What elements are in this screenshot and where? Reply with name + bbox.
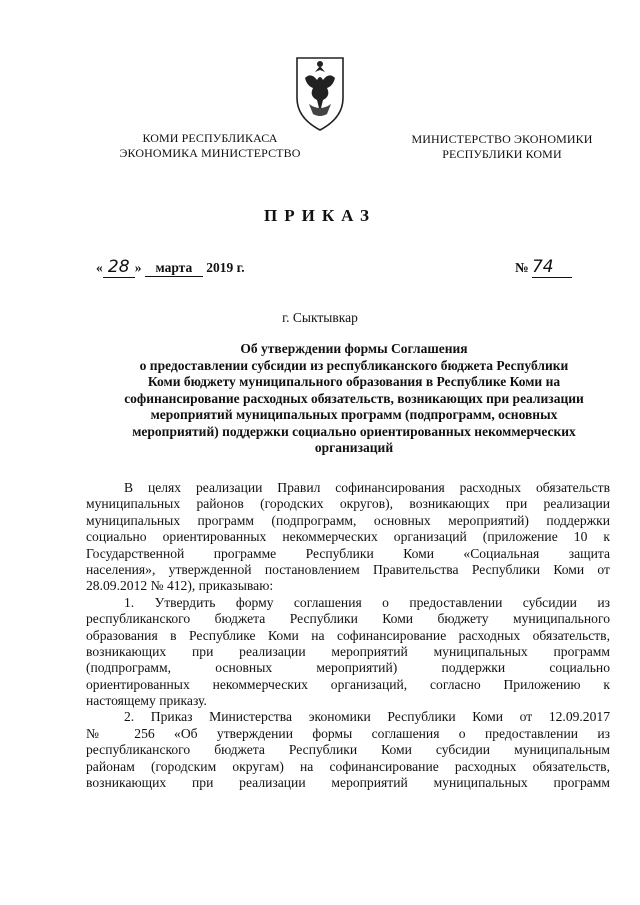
order-number: [515, 257, 572, 278]
body-line: возникающих при реализации мероприятий муниципальных программ: [86, 775, 610, 791]
date-day-handwritten: 28: [107, 257, 130, 277]
city-line: г. Сыктывкар: [282, 310, 358, 325]
header-left-line2: ЭКОНОМИКА МИНИСТЕРСТВО: [119, 146, 301, 160]
body-line: районам (городским округам) на софинансирование расходных обязательств,: [86, 758, 610, 774]
date-month: марта: [145, 260, 203, 277]
body-line: муниципальных районов (городских округов), возникающих при реализации: [86, 496, 610, 512]
document-title: ПРИКАЗ: [264, 206, 376, 225]
number-value-handwritten: 74: [532, 257, 572, 278]
header-right-line1: МИНИСТЕРСТВО ЭКОНОМИКИ: [411, 132, 593, 146]
header-right: [402, 132, 602, 162]
header-left: [100, 131, 320, 161]
subject-line: Коми бюджету муниципального образования в Республике Коми на: [147, 374, 561, 389]
body-line: № 256 «Об утверждении формы соглашения о предоставлении из: [86, 725, 610, 741]
body-line: республиканского бюджета Республики Коми бюджету муниципального: [86, 611, 610, 627]
body-line: муниципальных программ (подпрограмм, основных мероприятий) поддержки: [86, 512, 610, 528]
body-line: возникающих при реализации мероприятий муниципальных программ: [86, 643, 610, 659]
body-line: В целях реализации Правил софинансирования расходных обязательств: [124, 480, 610, 495]
coat-of-arms-emblem: [293, 52, 347, 132]
body-line: населения», утвержденной постановлением Правительства Республики Коми от: [86, 561, 610, 577]
body-line: социально ориентированных некоммерческих организаций (приложение 10 к: [86, 529, 610, 545]
body-line: 1. Утвердить форму соглашения о предоставлении субсидии из: [124, 594, 610, 610]
order-subject: [86, 341, 622, 457]
subject-line: мероприятий муниципальных программ (подпрограмм, основных: [150, 407, 558, 422]
body-line: настоящему приказу.: [86, 693, 207, 709]
body-line: 2. Приказ Министерства экономики Республики Коми от 12.09.2017: [124, 709, 610, 725]
subject-line: Об утверждении формы Соглашения: [240, 341, 468, 356]
subject-line: организаций: [314, 440, 394, 455]
body-line: республиканского бюджета Республики Коми субсидии муниципальным: [86, 742, 610, 758]
date-close-quote: »: [134, 260, 142, 275]
header-left-line1: КОМИ РЕСПУБЛИКАСА: [142, 131, 278, 145]
subject-line: софинансирование расходных обязательств, возникающих при реализации: [124, 390, 584, 406]
date-year: 2019 г.: [206, 260, 245, 275]
body-line: 28.09.2012 № 412), приказываю:: [86, 578, 274, 594]
body-line: Государственной программе Республики Коми «Социальная защита: [86, 545, 610, 561]
date-open-quote: «: [96, 260, 103, 275]
body-line: образования в Республике Коми на софинансирование расходных обязательств,: [86, 627, 610, 643]
body-line: (подпрограмм, основных мероприятий) поддержки социально: [86, 660, 610, 676]
subject-line: мероприятий) поддержки социально ориентированных некоммерческих: [132, 423, 576, 439]
order-body: [86, 480, 610, 791]
subject-line: о предоставлении субсидии из республиканского бюджета Республики: [139, 357, 569, 373]
date-line: [96, 257, 245, 278]
number-prefix: №: [515, 260, 529, 275]
header-right-line2: РЕСПУБЛИКИ КОМИ: [442, 147, 562, 161]
body-line: ориентированных некоммерческих организаций, согласно Приложению к: [86, 676, 610, 692]
